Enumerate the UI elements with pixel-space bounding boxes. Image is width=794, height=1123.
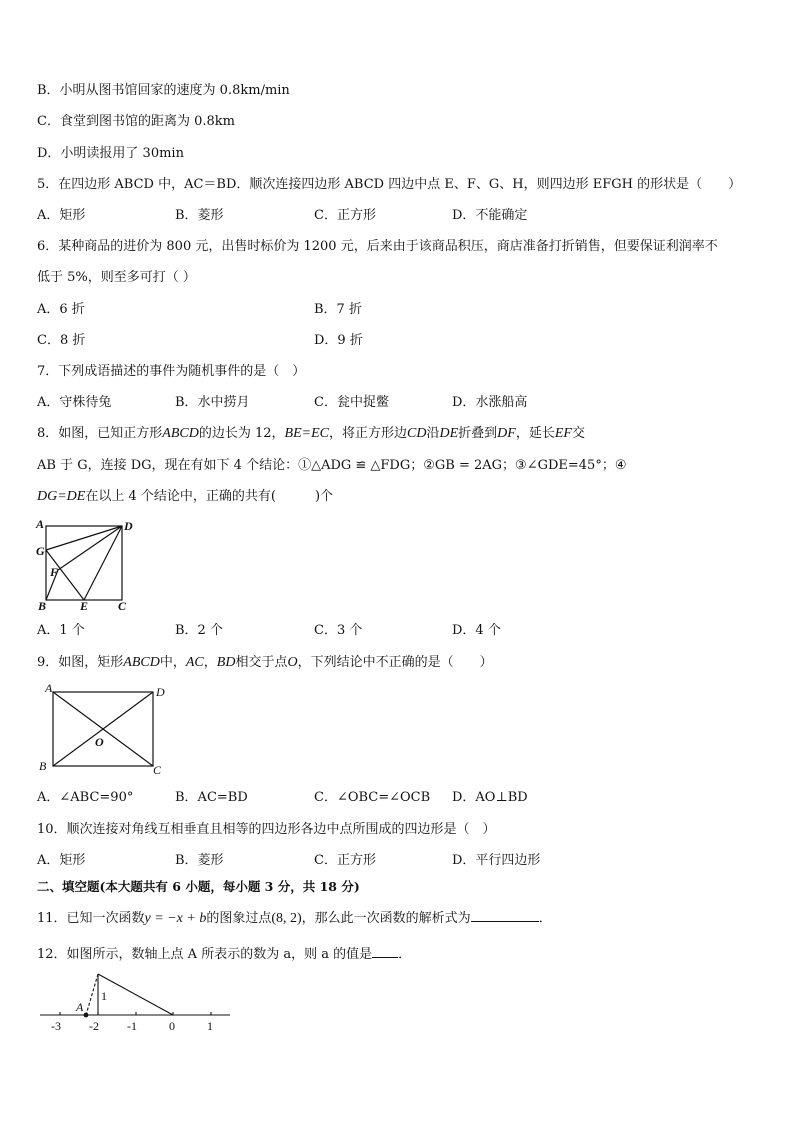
q7-stem: 7．下列成语描述的事件为随机事件的是（ ）	[37, 364, 306, 379]
label-e: E	[80, 599, 89, 613]
q8-text: 8．如图，已知正方形	[37, 426, 163, 441]
tick-label: -2	[89, 1019, 99, 1033]
q9-option-a: A．∠ABC=90°	[37, 790, 134, 805]
q12-stem	[37, 945, 411, 964]
q9-math: BD	[216, 655, 236, 670]
q8-stem-line2: AB 于 G，连接 DG，现在有如下 4 个结论：①△ADG ≌ △FDG；②GB = 2AG；③∠GDE=45°；④	[37, 458, 627, 473]
square-abcd	[46, 526, 122, 600]
hypotenuse-segment	[98, 974, 173, 1015]
q6-option-b: B．7 折	[314, 302, 362, 317]
label-c: C	[118, 599, 127, 613]
q9-rectangle-figure	[36, 682, 170, 778]
q9-text: 相交于点	[235, 655, 288, 670]
q9-text: 中，	[159, 655, 186, 670]
segment-dg	[46, 526, 122, 550]
q8-math: DF	[497, 426, 516, 441]
q7-option-c: C．瓮中捉鳖	[314, 395, 389, 410]
q8-math: DE	[439, 426, 459, 441]
q11-text: ．	[538, 911, 552, 926]
q8-option-b: B．2 个	[175, 623, 223, 638]
q10-option-b: B．菱形	[175, 853, 224, 868]
q8-math: EF	[554, 426, 572, 441]
q11-stem	[37, 909, 552, 928]
q6-stem-line2: 低于 5%，则至多可打（ ）	[37, 270, 196, 285]
q8-text: 的边长为 12，	[198, 426, 285, 441]
q9-option-d: D．AO⊥BD	[452, 790, 528, 805]
tick-label: 0	[169, 1019, 175, 1033]
q8-text: 沿	[426, 426, 440, 441]
q8-option-c: C．3 个	[314, 623, 363, 638]
section-heading: 二、填空题(本大题共有 6 小题，每小题 3 分，共 18 分)	[37, 879, 360, 894]
label-a: A	[45, 681, 53, 695]
q8-option-d: D．4 个	[452, 623, 501, 638]
label-b: B	[38, 599, 47, 613]
q8-math: DG=DE	[37, 489, 86, 504]
q9-text: ，	[203, 655, 217, 670]
q9-math: AC	[185, 655, 204, 670]
q8-text: 折叠到	[458, 426, 498, 441]
q4-option-d: D．小明读报用了 30min	[37, 146, 184, 161]
q4-option-b: B．小明从图书馆回家的速度为 0.8km/min	[37, 83, 290, 98]
q9-text: ，下列结论中不正确的是（ ）	[297, 655, 493, 670]
label-b: B	[39, 759, 47, 773]
label-a: A	[76, 1000, 84, 1014]
label-c: C	[153, 763, 162, 777]
point-a-dot	[84, 1013, 89, 1018]
dashed-arc-segment	[86, 974, 98, 1015]
q5-stem: 5．在四边形 ABCD 中，AC＝BD．顺次连接四边形 ABCD 四边中点 E、F、G、H，则四边形 EFGH 的形状是（ ）	[37, 177, 742, 192]
q5-option-d: D．不能确定	[452, 208, 528, 223]
q12-text: ．	[398, 947, 412, 962]
q10-option-d: D．平行四边形	[452, 853, 541, 868]
q9-text: 9．如图，矩形	[37, 655, 124, 670]
label-d: D	[156, 685, 165, 699]
q6-option-c: C．8 折	[37, 333, 86, 348]
q11-answer-blank[interactable]	[471, 909, 539, 922]
label-d: D	[124, 519, 133, 533]
q5-option-c: C．正方形	[314, 208, 376, 223]
segment-df	[58, 526, 122, 570]
segment-de	[84, 526, 122, 600]
q9-option-c: C．∠OBC=∠OCB	[314, 790, 431, 805]
q11-formula: y = −x + b	[144, 911, 207, 926]
q8-text: 在以上 4 个结论中，正确的共有( )个	[85, 489, 334, 504]
tick-label: -1	[127, 1019, 137, 1033]
q9-math: ABCD	[123, 655, 160, 670]
q8-math: CD	[407, 426, 427, 441]
label-f: F	[50, 565, 59, 579]
q8-text: ，将正方形边	[328, 426, 407, 441]
q11-point: (8, 2)	[271, 911, 302, 926]
q7-option-b: B．水中捞月	[175, 395, 250, 410]
q11-text: 11．已知一次函数	[37, 911, 145, 926]
q6-option-d: D．9 折	[314, 333, 363, 348]
label-o: O	[95, 735, 104, 749]
q8-math: BE=EC	[284, 426, 329, 441]
q7-option-d: D．水涨船高	[452, 395, 528, 410]
q5-option-b: B．菱形	[175, 208, 224, 223]
q10-option-c: C．正方形	[314, 853, 376, 868]
q7-option-a: A．守株待兔	[37, 395, 112, 410]
q11-text: 的图象过点	[206, 911, 272, 926]
q8-stem-line3	[37, 488, 333, 506]
q10-stem: 10．顺次连接对角线互相垂直且相等的四边形各边中点所围成的四边形是（ ）	[37, 822, 496, 837]
q12-number-line-figure	[38, 968, 234, 1034]
q10-option-a: A．矩形	[37, 853, 86, 868]
q8-option-a: A．1 个	[37, 623, 85, 638]
q12-answer-blank[interactable]	[372, 945, 398, 958]
q8-square-figure	[34, 518, 134, 614]
tick-label: -3	[51, 1019, 61, 1033]
q8-stem-line1	[37, 425, 585, 443]
q6-stem-line1: 6．某种商品的进价为 800 元，出售时标价为 1200 元，后来由于该商品积压，商店准备打折销售，但要保证利润率不	[37, 239, 718, 254]
q8-math: ABCD	[162, 426, 199, 441]
q6-option-a: A．6 折	[37, 302, 85, 317]
q9-stem	[37, 654, 493, 672]
q4-option-c: C．食堂到图书馆的距离为 0.8km	[37, 114, 235, 129]
label-one: 1	[101, 989, 107, 1003]
q9-math: O	[287, 655, 298, 670]
label-a: A	[36, 517, 45, 531]
q9-option-b: B．AC=BD	[175, 790, 248, 805]
tick-label: 1	[207, 1019, 213, 1033]
q8-text: 交	[571, 426, 585, 441]
label-g: G	[36, 544, 45, 558]
q8-text: ，延长	[515, 426, 555, 441]
q11-text: ，那么此一次函数的解析式为	[301, 911, 471, 926]
q12-text: 12．如图所示，数轴上点 A 所表示的数为 a，则 a 的值是	[37, 947, 373, 962]
q5-option-a: A．矩形	[37, 208, 86, 223]
